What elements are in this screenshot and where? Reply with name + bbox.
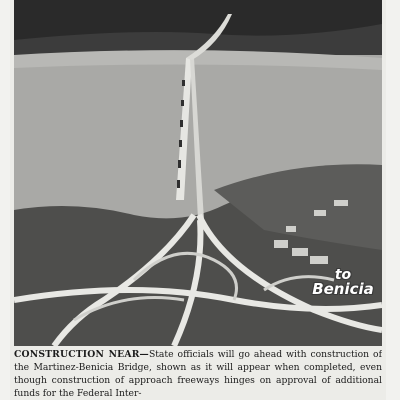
caption-body: State officials will go ahead with construction of the Martinez-Benicia Bridge, shown as it will appear when completed, even though construction of approach freeways hinges on approval of additional funds for the Federal Inter- bbox=[14, 349, 382, 399]
direction-label-to: to bbox=[334, 267, 352, 283]
aerial-bridge-photo bbox=[14, 0, 382, 346]
newspaper-clipping bbox=[10, 0, 386, 400]
direction-label bbox=[310, 268, 376, 296]
photo-caption bbox=[14, 348, 382, 400]
direction-label-benicia: Benicia bbox=[312, 280, 374, 298]
caption-lead: CONSTRUCTION NEAR— bbox=[14, 349, 149, 360]
